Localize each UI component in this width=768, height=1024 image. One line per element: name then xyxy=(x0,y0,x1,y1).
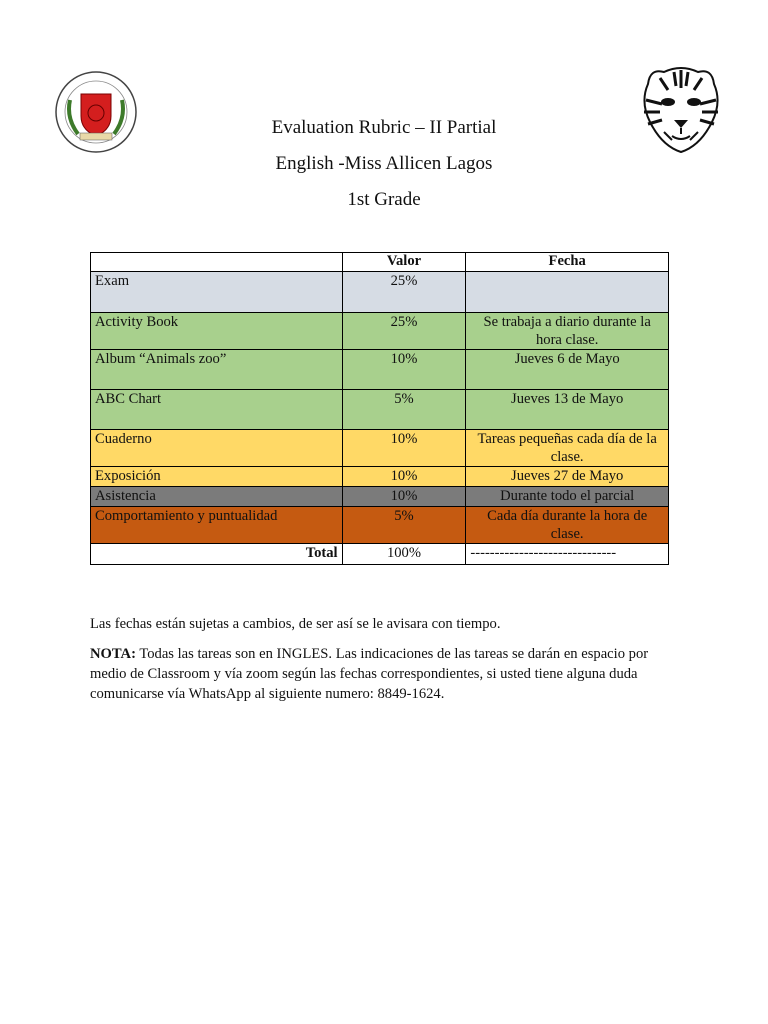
header-valor: Valor xyxy=(342,253,466,272)
total-label: Total xyxy=(91,544,343,565)
value-cell: 5% xyxy=(342,390,466,430)
date-cell: Durante todo el parcial xyxy=(466,487,669,507)
table-row xyxy=(91,430,669,467)
title-line-3: 1st Grade xyxy=(347,189,421,210)
date-cell xyxy=(466,272,669,313)
rubric-table xyxy=(90,252,669,565)
nota-text: Todas las tareas son en INGLES. Las indicaciones de las tareas se darán en espacio por medio de Classroom y vía zoom según las fechas correspondientes, si usted tiene alguna duda comunicarse vía WhatsApp al siguiente numero: 8849-1624. xyxy=(90,646,649,702)
table-row xyxy=(91,350,669,390)
activity-cell: Comportamiento y puntualidad xyxy=(91,507,343,544)
activity-cell: ABC Chart xyxy=(91,390,343,430)
activity-cell: Exposición xyxy=(91,467,343,487)
value-cell: 10% xyxy=(342,430,466,467)
title-line-2: English -Miss Allicen Lagos xyxy=(275,153,493,174)
value-cell: 10% xyxy=(342,350,466,390)
header-activity xyxy=(91,253,343,272)
table-row xyxy=(91,487,669,507)
date-cell: Cada día durante la hora de clase. xyxy=(466,507,669,544)
table-row xyxy=(91,467,669,487)
table-header-row xyxy=(91,253,669,272)
activity-cell: Album “Animals zoo” xyxy=(91,350,343,390)
date-cell: Jueves 27 de Mayo xyxy=(466,467,669,487)
disclaimer-text: Las fechas están sujetas a cambios, de ser así se le avisara con tiempo. xyxy=(90,616,501,632)
value-cell: 5% xyxy=(342,507,466,544)
value-cell: 25% xyxy=(342,272,466,313)
date-cell: Jueves 6 de Mayo xyxy=(466,350,669,390)
table-row xyxy=(91,390,669,430)
value-cell: 25% xyxy=(342,313,466,350)
nota-label: NOTA: xyxy=(90,646,136,662)
total-row xyxy=(91,544,669,565)
activity-cell: Exam xyxy=(91,272,343,313)
title-line-1: Evaluation Rubric – II Partial xyxy=(271,117,497,138)
activity-cell: Activity Book xyxy=(91,313,343,350)
activity-cell: Cuaderno xyxy=(91,430,343,467)
total-value: 100% xyxy=(342,544,466,565)
total-date: ------------------------------ xyxy=(466,544,669,565)
date-cell: Tareas pequeñas cada día de la clase. xyxy=(466,430,669,467)
value-cell: 10% xyxy=(342,467,466,487)
document-title-block xyxy=(0,110,768,218)
notes-section xyxy=(90,614,680,714)
activity-cell: Asistencia xyxy=(91,487,343,507)
table-row xyxy=(91,313,669,350)
table-row xyxy=(91,272,669,313)
header-fecha: Fecha xyxy=(466,253,669,272)
nota-paragraph xyxy=(90,644,680,704)
table-row xyxy=(91,507,669,544)
date-cell: Jueves 13 de Mayo xyxy=(466,390,669,430)
date-cell: Se trabaja a diario durante la hora clase. xyxy=(466,313,669,350)
value-cell: 10% xyxy=(342,487,466,507)
